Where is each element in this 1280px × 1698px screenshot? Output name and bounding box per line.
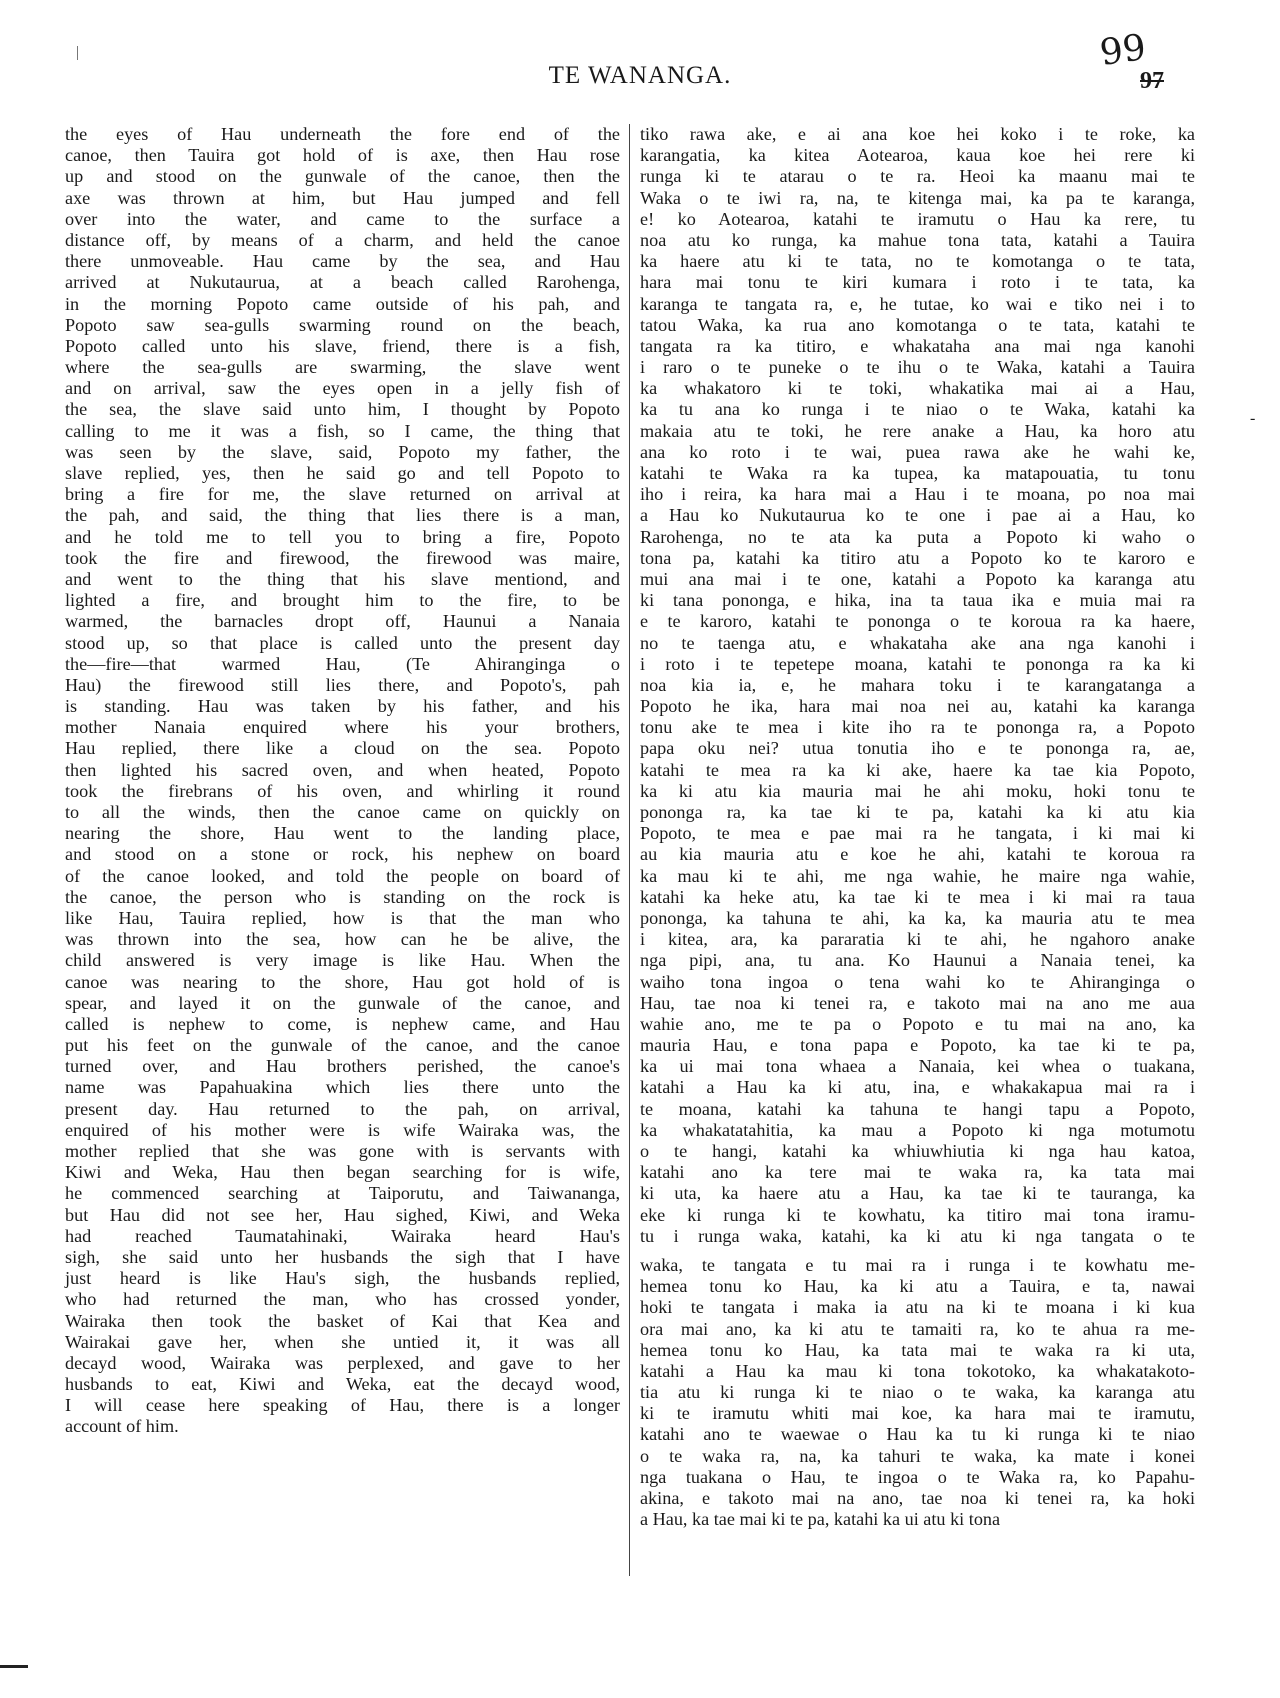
page-number: 97: [1140, 68, 1164, 94]
text-line: ka ui mai tona whaea a Nanaia, kei whea o tuakana,: [640, 1056, 1195, 1077]
text-line: hoki te tangata i maka ia atu na ki te moana i ki kua: [640, 1297, 1195, 1318]
text-line: where the sea-gulls are swarming, the slave went: [65, 357, 620, 378]
text-line: Hau, tae noa ki tenei ra, e takoto mai na ano me aua: [640, 992, 1195, 1013]
text-line: of the canoe looked, and told the people on board of: [65, 865, 620, 886]
text-line: Kiwi and Weka, Hau then began searching for is wife,: [65, 1162, 620, 1183]
text-line: Wairaka then took the basket of Kai that Kea and: [65, 1310, 620, 1331]
text-line: nga pipi, ana, tu ana. Ko Haunui a Nanaia tenei, ka: [640, 950, 1195, 971]
text-line: makaia atu te toki, he rere anake a Hau, ka horo atu: [640, 420, 1195, 441]
text-line: spear, and layed it on the gunwale of the canoe, and: [65, 992, 620, 1013]
text-line: ka tu ana ko runga i te niao o te Waka, katahi ka: [640, 399, 1195, 420]
text-line: tiko rawa ake, e ai ana koe hei koko i te roke, ka: [640, 124, 1195, 144]
text-line: a Hau, ka tae mai ki te pa, katahi ka ui atu ki tona: [640, 1509, 1001, 1530]
text-line: called is nephew to come, is nephew came, and Hau: [65, 1013, 620, 1034]
text-line: had reached Taumatahinaki, Wairaka heard Hau's: [65, 1225, 620, 1246]
text-line: o te waka ra, na, ka tahuri te waka, ka mate i konei: [640, 1445, 1195, 1466]
text-line: the eyes of Hau underneath the fore end of the: [65, 124, 620, 144]
text-line: and on arrival, saw the eyes open in a jelly fish of: [65, 378, 620, 399]
text-line: waiho tona ingoa o tena wahi ko te Ahiranginga o: [640, 971, 1195, 992]
text-line: put his feet on the gunwale of the canoe, and the canoe: [65, 1035, 620, 1056]
text-line: Popoto he ika, hara mai noa nei au, katahi ka karanga: [640, 696, 1195, 717]
text-line: present day. Hau returned to the pah, on arrival,: [65, 1098, 620, 1119]
text-line: to all the winds, then the canoe came on quickly on: [65, 802, 620, 822]
text-line: pononga ra, ka tae ki te pa, katahi ka ki atu kia: [640, 802, 1195, 822]
text-line: katahi ano ka tere mai te waka ra, ka tata mai: [640, 1162, 1195, 1183]
text-line: katahi te Waka ra ka tupea, ka matapouatia, tu tonu: [640, 463, 1195, 483]
text-line: o te hangi, katahi ka whiuwhiutia ki nga hau katoa,: [640, 1141, 1195, 1161]
text-line: katahi ano te waewae o Hau ka tu ki runga ki te niao: [640, 1424, 1195, 1445]
text-line: pononga, ka tahuna te ahi, ka ka, ka mauria atu te mea: [640, 907, 1195, 928]
text-line: distance off, by means of a charm, and held the canoe: [65, 229, 620, 250]
text-line: enquired of his mother were is wife Wairaka was, the: [65, 1119, 620, 1140]
text-line: waka, te tangata e tu mai ra i runga i te kowhatu me-: [640, 1254, 1195, 1275]
text-line: tatou Waka, ka rua ano komotanga o te tata, katahi te: [640, 314, 1195, 335]
text-line: noa kia ia, e, he mahara toku i te karangatanga a: [640, 674, 1195, 695]
text-line: stood up, so that place is called unto the present day: [65, 632, 620, 653]
text-line: i roto i te tepetepe moana, katahi te pononga ra ka ki: [640, 653, 1195, 674]
column-divider: [629, 124, 630, 1576]
maori-column: [640, 124, 1195, 1530]
text-line: calling to me it was a fish, so I came, the thing that: [65, 420, 620, 441]
text-line: warmed, the barnacles dropt off, Haunui a Nanaia: [65, 611, 620, 632]
text-line: mother replied that she was gone with is servants with: [65, 1141, 620, 1161]
text-line: hemea tonu ko Hau, ka ki atu a Tauira, e ta, nawai: [640, 1276, 1195, 1297]
english-column: [65, 124, 620, 1438]
text-line: ka haere atu ki te tata, no te komotanga o te tata,: [640, 251, 1195, 272]
text-line: tonu ake te mea i kite iho ra te pononga ra, a Popoto: [640, 717, 1195, 738]
text-line: in the morning Popoto came outside of his pah, and: [65, 293, 620, 314]
text-line: ora mai ano, ka ki atu te tamaiti ra, ko te ahua ra me-: [640, 1318, 1195, 1339]
text-line: karangatia, ka kitea Aotearoa, kaua koe hei rere ki: [640, 145, 1195, 166]
text-line: wahie ano, me te pa o Popoto e tu mai na ano, ka: [640, 1013, 1195, 1034]
text-line: akina, e takoto mai na ano, tae noa ki tenei ra, ka hoki: [640, 1488, 1195, 1508]
text-line: and went to the thing that his slave mentiond, and: [65, 568, 620, 589]
text-line: mother Nanaia enquired where his your brothers,: [65, 717, 620, 738]
text-line: te moana, katahi ka tahuna te hangi tapu a Popoto,: [640, 1098, 1195, 1119]
text-line: account of him.: [65, 1416, 179, 1437]
text-line: I will cease here speaking of Hau, there is a longer: [65, 1395, 620, 1416]
text-line: the pah, and said, the thing that lies there is a man,: [65, 505, 620, 526]
text-line: a Hau ko Nukutaurua ko te one i pae ai a Hau, ko: [640, 505, 1195, 526]
text-line: katahi te mea ra ka ki ake, haere ka tae kia Popoto,: [640, 759, 1195, 780]
text-line: tu i runga waka, katahi, ka ki atu ki nga tangata o te: [640, 1225, 1195, 1246]
text-line: ana ko roto i te wai, puea rawa ake he wahi ke,: [640, 441, 1195, 462]
text-line: Wairakai gave her, when she untied it, it was all: [65, 1331, 620, 1352]
text-line: the—fire—that warmed Hau, (Te Ahiranginga o: [65, 653, 620, 674]
text-line: over into the water, and came to the surface a: [65, 208, 620, 229]
text-line: the canoe, the person who is standing on the rock is: [65, 886, 620, 907]
text-line: Popoto saw sea-gulls swarming round on the beach,: [65, 314, 620, 335]
handwritten-page-number: 99: [1097, 27, 1149, 74]
text-line: eke ki runga ki te kowhatu, ka titiro mai tona iramu-: [640, 1204, 1195, 1225]
text-line: Popoto called unto his slave, friend, there is a fish,: [65, 335, 620, 356]
text-line: Hau) the firewood still lies there, and Popoto's, pah: [65, 674, 620, 695]
edge-mark: [0, 1665, 28, 1668]
text-line: mauria Hau, e tona papa e Popoto, ka tae ki te pa,: [640, 1035, 1195, 1056]
text-line: Hau replied, there like a cloud on the sea. Popoto: [65, 738, 620, 759]
text-line: ka ki atu kia mauria mai he ahi moku, hoki tonu te: [640, 780, 1195, 801]
text-line: arrived at Nukutaurua, at a beach called Rarohenga,: [65, 272, 620, 293]
text-line: Popoto, te mea e pae mai ra he tangata, i ki mai ki: [640, 823, 1195, 844]
text-line: nga tuakana o Hau, te ingoa o te Waka ra, ko Papahu-: [640, 1466, 1195, 1487]
text-line: took the firebrans of his oven, and whirling it round: [65, 780, 620, 801]
text-line: iho i reira, ka hara mai a Hau i te moana, po noa mai: [640, 484, 1195, 505]
text-line: bring a fire for me, the slave returned on arrival at: [65, 484, 620, 505]
text-line: but Hau did not see her, Hau sighed, Kiwi, and Weka: [65, 1204, 620, 1225]
text-line: who had returned the man, who has crossed yonder,: [65, 1289, 620, 1310]
text-line: karanga te tangata ra, e, he tutae, ko wai e tiko nei i to: [640, 293, 1195, 314]
text-line: then lighted his sacred oven, and when heated, Popoto: [65, 759, 620, 780]
text-line: i raro o te puneke o te ihu o te Waka, katahi a Tauira: [640, 357, 1195, 378]
text-line: there unmoveable. Hau came by the sea, and Hau: [65, 251, 620, 272]
text-line: e te karoro, katahi te pononga o te koroua ra ka haere,: [640, 611, 1195, 632]
text-line: i kitea, ara, ka pararatia ki te ahi, he ngahoro anake: [640, 929, 1195, 950]
text-line: slave replied, yes, then he said go and tell Popoto to: [65, 463, 620, 483]
text-line: katahi ka heke atu, ka tae ki te mea i ki mai ra taua: [640, 886, 1195, 907]
text-line: hemea tonu ko Hau, ka tata mai te waka ra ki uta,: [640, 1339, 1195, 1360]
text-line: ki tana pononga, e hika, ina ta taua ika e muia mai ra: [640, 590, 1195, 611]
text-line: the sea, the slave said unto him, I thought by Popoto: [65, 399, 620, 420]
text-line: child answered is very image is like Hau. When the: [65, 950, 620, 971]
margin-tick: [77, 46, 78, 60]
text-line: he commenced searching at Taiporutu, and Taiwananga,: [65, 1183, 620, 1204]
text-line: was thrown into the sea, how can he be alive, the: [65, 929, 620, 950]
text-line: tona pa, katahi ka titiro atu a Popoto ko te karoro e: [640, 547, 1195, 568]
text-line: husbands to eat, Kiwi and Weka, eat the decayd wood,: [65, 1374, 620, 1395]
text-line: katahi a Hau ka ki atu, ina, e whakakapua mai ra i: [640, 1077, 1195, 1098]
text-line: was seen by the slave, said, Popoto my father, the: [65, 441, 620, 462]
text-line: tangata ra ka titiro, e whakataha ana mai nga kanohi: [640, 335, 1195, 356]
text-line: lighted a fire, and brought him to the fire, to be: [65, 590, 620, 611]
text-line: runga ki te atarau o te ra. Heoi ka maanu mai te: [640, 166, 1195, 187]
text-line: e! ko Aotearoa, katahi te iramutu o Hau ka rere, tu: [640, 208, 1195, 229]
text-line: noa atu ko runga, ka mahue tona tata, katahi a Tauira: [640, 229, 1195, 250]
text-line: sigh, she said unto her husbands the sigh that I have: [65, 1246, 620, 1267]
text-line: ki te iramutu whiti mai koe, ka hara mai te iramutu,: [640, 1403, 1195, 1424]
text-line: and he told me to tell you to bring a fire, Popoto: [65, 526, 620, 547]
text-line: ka whakatoro ki te toki, whakatika mai ai a Hau,: [640, 378, 1195, 399]
text-line: just heard is like Hau's sigh, the husbands replied,: [65, 1268, 620, 1289]
text-line: is standing. Hau was taken by his father, and his: [65, 696, 620, 717]
text-line: tia atu ki runga ki te niao o te waka, ka karanga atu: [640, 1382, 1195, 1403]
page-title: TE WANANGA.: [548, 62, 732, 89]
text-line: decayd wood, Wairaka was perplexed, and gave to her: [65, 1352, 620, 1373]
text-line: axe was thrown at him, but Hau jumped and fell: [65, 187, 620, 208]
text-line: au kia mauria atu e koe he ahi, katahi te koroua ra: [640, 844, 1195, 865]
text-line: canoe was nearing to the shore, Hau got hold of is: [65, 971, 620, 992]
text-line: name was Papahuakina which lies there unto the: [65, 1077, 620, 1098]
text-line: ka mau ki te ahi, me nga wahie, he maire nga wahie,: [640, 865, 1195, 886]
text-line: ka whakatatahitia, ka mau a Popoto ki nga motumotu: [640, 1119, 1195, 1140]
text-line: up and stood on the gunwale of the canoe, then the: [65, 166, 620, 187]
text-line: hara mai tonu te kiri kumara i roto i te tata, ka: [640, 272, 1195, 293]
text-line: and stood on a stone or rock, his nephew on board: [65, 844, 620, 865]
text-line: canoe, then Tauira got hold of is axe, then Hau rose: [65, 145, 620, 166]
text-line: nearing the shore, Hau went to the landing place,: [65, 823, 620, 844]
text-line: like Hau, Tauira replied, how is that the man who: [65, 907, 620, 928]
text-line: took the fire and firewood, the firewood was maire,: [65, 547, 620, 568]
text-line: katahi a Hau ka mau ki tona tokotoko, ka whakatakoto-: [640, 1360, 1195, 1381]
text-line: mui ana mai i te one, katahi a Popoto ka karanga atu: [640, 568, 1195, 589]
text-line: no te taenga atu, e whakataha ake ana nga kanohi i: [640, 632, 1195, 653]
margin-dash: ‐: [1250, 410, 1256, 427]
text-line: Rarohenga, no te ata ka puta a Popoto ki waho o: [640, 526, 1195, 547]
text-line: ki uta, ka haere atu a Hau, ka tae ki te tauranga, ka: [640, 1183, 1195, 1204]
text-line: papa oku nei? utua tonutia iho e te pononga ra, ae,: [640, 738, 1195, 759]
text-line: turned over, and Hau brothers perished, the canoe's: [65, 1056, 620, 1077]
text-line: Waka o te iwi ra, na, te kitenga mai, ka pa te karanga,: [640, 187, 1195, 208]
